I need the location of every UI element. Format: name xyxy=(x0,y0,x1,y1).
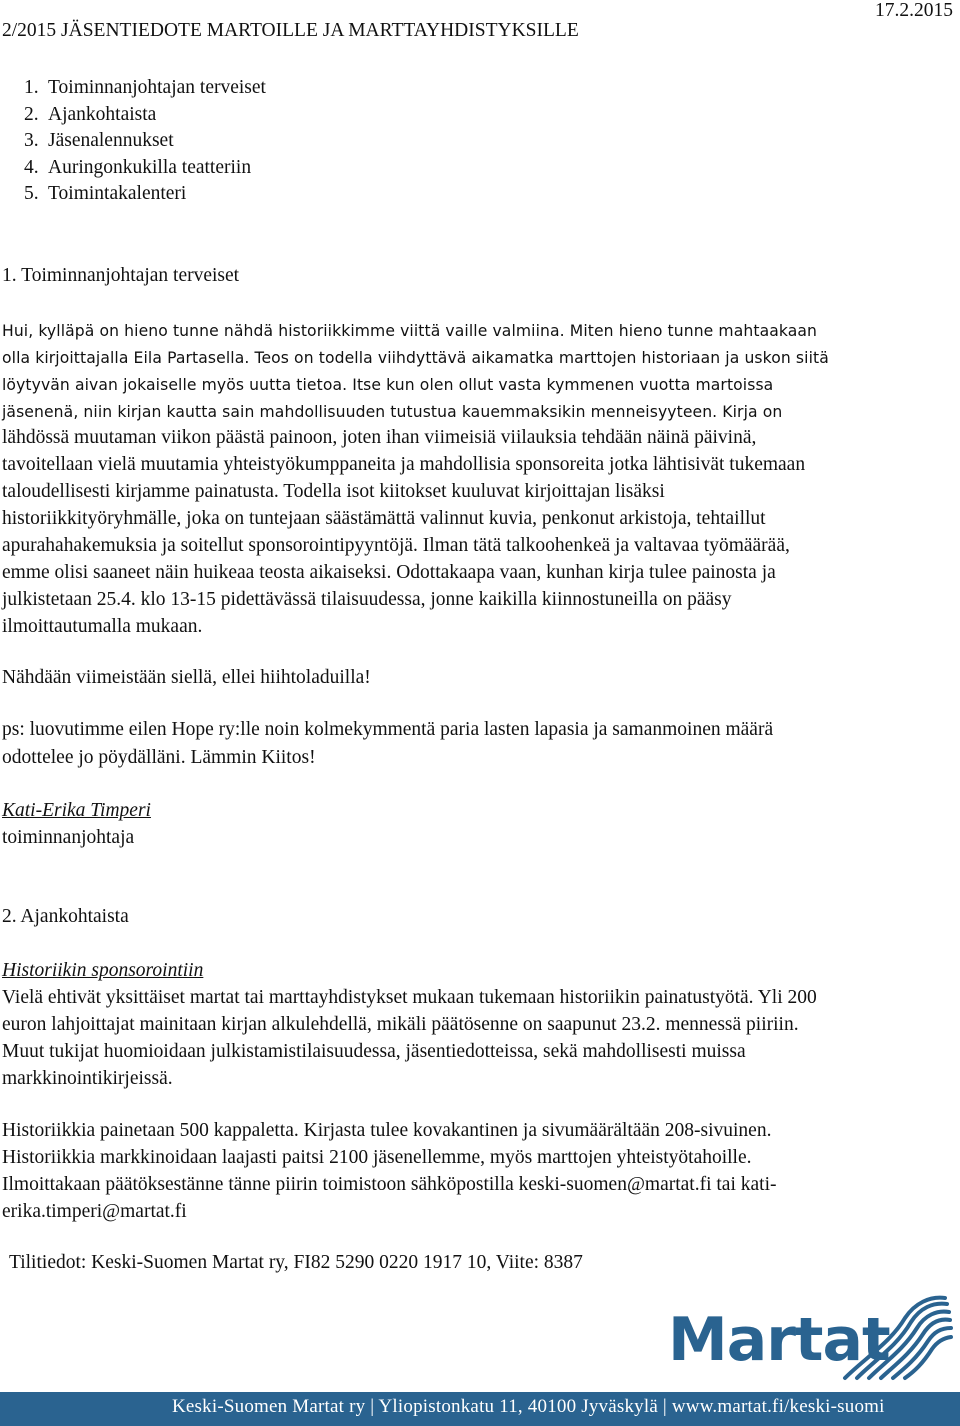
paragraph-line: Historiikkia painetaan 500 kappaletta. Kirjasta tulee kovakantinen ja sivumäärältään 208-sivuinen. xyxy=(2,1120,772,1141)
subheading: Historiikin sponsorointiin xyxy=(2,960,204,981)
toc-label: Jäsenalennukset xyxy=(48,130,174,151)
signature: Kati-Erika Timperi xyxy=(2,800,151,821)
logo-wordmark: Martat xyxy=(668,1305,890,1375)
toc-item xyxy=(24,75,266,102)
bank-details: Tilitiedot: Keski-Suomen Martat ry, FI82 5290 0220 1917 10, Viite: 8387 xyxy=(9,1252,583,1273)
paragraph-line: Hui, kylläpä on hieno tunne nähdä historiikkimme viittä vaille valmiina. Miten hieno tunne mahtaakaan xyxy=(2,322,818,340)
toc-item xyxy=(24,155,266,182)
paragraph-line: Historiikkia markkinoidaan laajasti paitsi 2100 jäsenellemme, myös marttojen yhteistyötahoille. xyxy=(2,1147,752,1168)
paragraph-line: apurahahakemuksia ja soitellut sponsorointipyyntöjä. Ilman tätä talkoohenkeä ja valtavaa työmäärää, xyxy=(2,535,790,556)
paragraph-line: tavoitellaan vielä muutamia yhteistyökumppaneita ja mahdollisia sponsoreita jotka lähtisivät tukemaan xyxy=(2,454,806,475)
section-heading: 2. Ajankohtaista xyxy=(2,906,129,927)
ps-line: ps: luovutimme eilen Hope ry:lle noin kolmekymmentä paria lasten lapasia ja samanmoinen määrä xyxy=(2,719,774,740)
paragraph-line: taloudellisesti kirjamme painatusta. Todella isot kiitokset kuuluvat kirjoittajan lisäksi xyxy=(2,481,665,502)
footer-address: Keski-Suomen Martat ry | Yliopistonkatu 11, 40100 Jyväskylä | www.martat.fi/keski-suomi xyxy=(172,1396,885,1417)
toc-number: 2. xyxy=(24,103,39,125)
paragraph-line: jäsenenä, niin kirjan kautta sain mahdollisuuden tutustua kauemmaksikin menneisyyteen. Kirja on xyxy=(2,403,783,421)
paragraph-line: löytyvän aivan jokaiselle myös uutta tietoa. Itse kun olen ollut vasta kymmenen vuotta martoissa xyxy=(2,376,774,394)
paragraph-line: emme olisi saaneet näin huikeaa teosta aikaiseksi. Odottakaapa vaan, kunhan kirja tulee painosta ja xyxy=(2,562,776,583)
toc-number: 4. xyxy=(24,156,39,178)
paragraph-line: Muut tukijat huomioidaan julkistamistilaisuudessa, jäsentiedotteissa, sekä mahdollisesti muissa xyxy=(2,1041,746,1062)
paragraph-line: ilmoittautumalla mukaan. xyxy=(2,616,203,637)
signature-role: toiminnanjohtaja xyxy=(2,827,135,848)
closing-line: Nähdään viimeistään siellä, ellei hiihtoladuilla! xyxy=(2,667,371,688)
toc-label: Toiminnanjohtajan terveiset xyxy=(48,77,266,98)
toc-label: Ajankohtaista xyxy=(48,103,157,125)
paragraph-line: Vielä ehtivät yksittäiset martat tai marttayhdistykset mukaan tukemaan historiikin painatustyötä. Yli 200 xyxy=(2,987,817,1008)
paragraph-line: lähdössä muutaman viikon päästä painoon, joten ihan viimeisiä viilauksia tehdään näinä päivinä, xyxy=(2,427,757,448)
paragraph-line: markkinointikirjeissä. xyxy=(2,1068,173,1089)
toc-number: 5. xyxy=(24,183,39,204)
toc-number: 1. xyxy=(24,77,39,98)
paragraph-line: Ilmoittakaan päätöksestänne tänne piirin toimistoon sähköpostilla keski-suomen@martat.fi tai kati- xyxy=(2,1174,777,1195)
document-title: 2/2015 JÄSENTIEDOTE MARTOILLE JA MARTTAYHDISTYKSILLE xyxy=(2,20,579,41)
toc-label: Auringonkukilla teatteriin xyxy=(48,156,252,178)
paragraph-line: historiikkityöryhmälle, joka on tuntejaan säästämättä valinnut kuvia, penkonut arkistoja, tehtaillut xyxy=(2,508,766,529)
ps-line: odottelee jo pöydälläni. Lämmin Kiitos! xyxy=(2,747,316,768)
toc-item xyxy=(24,102,266,129)
toc-number: 3. xyxy=(24,130,39,151)
table-of-contents xyxy=(24,75,266,208)
paragraph-line: erika.timperi@martat.fi xyxy=(2,1201,187,1222)
document-date: 17.2.2015 xyxy=(875,0,953,21)
paragraph-line: euron lahjoittajat mainitaan kirjan alkulehdellä, mikäli päätösenne on saapunut 23.2. mennessä piiriin. xyxy=(2,1014,799,1035)
toc-item xyxy=(24,181,266,208)
section-heading: 1. Toiminnanjohtajan terveiset xyxy=(2,265,240,286)
toc-item xyxy=(24,128,266,155)
toc-label: Toimintakalenteri xyxy=(48,183,187,204)
paragraph-line: julkistetaan 25.4. klo 13-15 pidettävässä tilaisuudessa, jonne kaikilla kiinnostuneilla on pääsy xyxy=(2,589,732,610)
paragraph-line: olla kirjoittajalla Eila Partasella. Teos on todella viihdyttävä aikamatka marttojen historiaan ja uskon siitä xyxy=(2,349,829,367)
